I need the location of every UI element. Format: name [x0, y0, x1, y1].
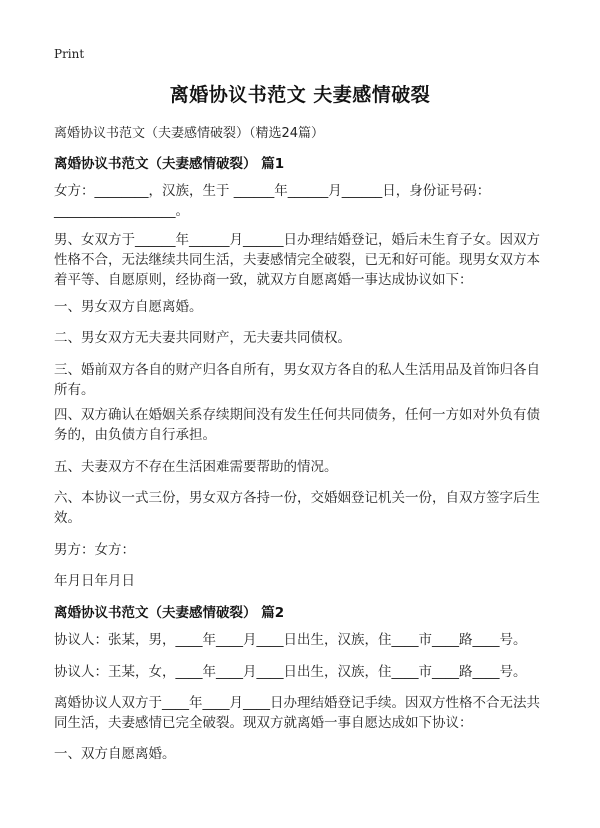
section-2-paragraph-1: 协议人：张某，男，____年____月____日出生，汉族，住____市____路____号。 — [54, 632, 527, 648]
section-1-paragraph-6: 四、双方确认在婚姻关系存续期间没有发生任何共同债务，任何一方如对外负有债务的，由负债方自行承担。 — [54, 407, 540, 443]
section-1-paragraph-5: 三、婚前双方各自的财产归各自所有，男女双方各自的私人生活用品及首饰归各自所有。 — [54, 362, 540, 398]
section-2-paragraph-4: 一、双方自愿离婚。 — [54, 746, 176, 762]
section-1-paragraph-8: 六、本协议一式三份，男女双方各持一份，交婚姻登记机关一份，自双方签字后生效。 — [54, 490, 540, 526]
section-1-paragraph-2: 男、女双方于______年______月______日办理结婚登记，婚后未生育子女。因双方性格不合，无法继续共同生活，夫妻感情完全破裂，已无和好可能。现男女双方本着平等、自愿原则，经协商一致，就双方自愿离婚一事达成协议如下： — [54, 232, 540, 288]
section-1-paragraph-1: 女方：________，汉族，生于 ______年______月______日，身份证号码： __________________。 — [54, 183, 491, 219]
document-subtitle: 离婚协议书范文（夫妻感情破裂）（精选24篇） — [54, 126, 325, 141]
section-2-paragraph-2: 协议人：王某，女，____年____月____日出生，汉族，住____市____路____号。 — [54, 664, 527, 680]
page-title: 离婚协议书范文 夫妻感情破裂 — [169, 84, 431, 106]
section-1-paragraph-3: 一、男女双方自愿离婚。 — [54, 299, 203, 315]
section-2-heading: 离婚协议书范文（夫妻感情破裂） 篇2 — [54, 605, 285, 621]
section-1-paragraph-9: 男方：女方： — [54, 542, 135, 558]
section-1-heading: 离婚协议书范文（夫妻感情破裂） 篇1 — [54, 156, 285, 172]
section-1-paragraph-7: 五、夫妻双方不存在生活困难需要帮助的情况。 — [54, 459, 338, 475]
print-label[interactable]: Print — [54, 47, 85, 61]
section-1-paragraph-10: 年月日年月日 — [54, 573, 135, 589]
section-2-paragraph-3: 离婚协议人双方于____年____月____日办理结婚登记手续。因双方性格不合无法共同生活，夫妻感情已完全破裂。现双方就离婚一事自愿达成如下协议： — [54, 695, 540, 731]
section-1-paragraph-4: 二、男女双方无夫妻共同财产，无夫妻共同债权。 — [54, 330, 351, 346]
